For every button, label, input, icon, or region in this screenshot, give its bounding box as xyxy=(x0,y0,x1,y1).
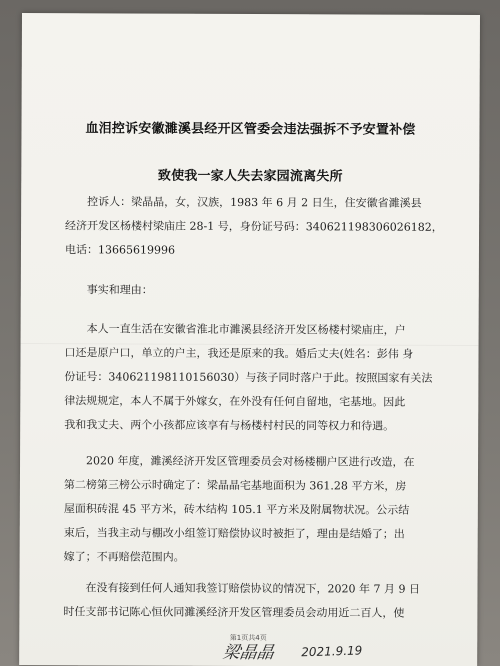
handwritten-signature xyxy=(223,636,373,666)
paragraph-line: 束后，当我主动与棚改小组签订赔偿协议时被拒了，理由是结婚了；出 xyxy=(63,526,405,541)
paragraph-2 xyxy=(64,449,461,571)
document-page xyxy=(19,13,480,666)
paragraph-line: 屋面积砖混 45 平方米，砖木结构 105.1 平方米及附属物状况。公示结 xyxy=(63,502,410,517)
document-title-line1: 血泪控诉安徽濉溪县经开区管委会违法强拆不予安置补偿 xyxy=(85,121,416,138)
paragraph-line: 第二榜第三榜公示时确定了：梁晶晶宅基地面积为 361.28 平方米，房 xyxy=(63,478,407,493)
paragraph-line: 律法规规定，本人不属于外嫁女，在外没有任何自留地，宅基地。因此 xyxy=(64,394,406,409)
document-title-line2: 致使我一家人失去家园流离失所 xyxy=(157,168,343,185)
plaintiff-info xyxy=(65,190,461,264)
paragraph-1 xyxy=(64,317,461,439)
page-number: 第1页共4页 xyxy=(229,633,267,643)
signature-date: 2021.9.19 xyxy=(301,643,363,660)
paragraph-line: 嫁了；不再赔偿范围内。 xyxy=(63,550,185,564)
paragraph-line: 2020 年度，濉溪经济开发区管理委员会对杨楼棚户区进行改造，在 xyxy=(86,454,415,469)
plaintiff-line: 经济开发区杨楼村梁庙庄 28-1 号，身份证号码：340621198306026182， xyxy=(65,219,443,234)
paragraph-line: 口还是原户口，单立的户主，我还是原来的我。婚后丈夫(姓名：彭伟 身 xyxy=(64,346,414,361)
paragraph-line: 在没有接到任何人通知我签订赔偿协议的情况下，2020 年 7 月 9 日 xyxy=(85,581,421,596)
plaintiff-line: 电话：13665619996 xyxy=(64,243,175,257)
paragraph-line: 时任支部书记陈心恒伙同濉溪经济开发区管理委员会动用近二百人，使 xyxy=(63,605,405,620)
facts-heading: 事实和理由： xyxy=(86,283,153,297)
paragraph-line: 本人一直生活在安徽省淮北市濉溪县经济开发区杨楼村梁庙庄，户 xyxy=(86,322,406,337)
paragraph-line: 份证号：340621198110156030）与孩子同时落户于此。按照国家有关法 xyxy=(64,370,433,385)
paragraph-line: 我和我丈夫、两个小孩都应该享有与杨楼村村民的同等权力和待遇。 xyxy=(64,418,395,433)
paragraph-3 xyxy=(63,576,459,626)
plaintiff-line: 控诉人：梁晶晶，女，汉族，1983 年 6 月 2 日生，住安徽省濉溪县 xyxy=(87,195,422,210)
signature-name: 梁晶晶 xyxy=(221,642,276,664)
facts-heading-block xyxy=(65,278,461,304)
